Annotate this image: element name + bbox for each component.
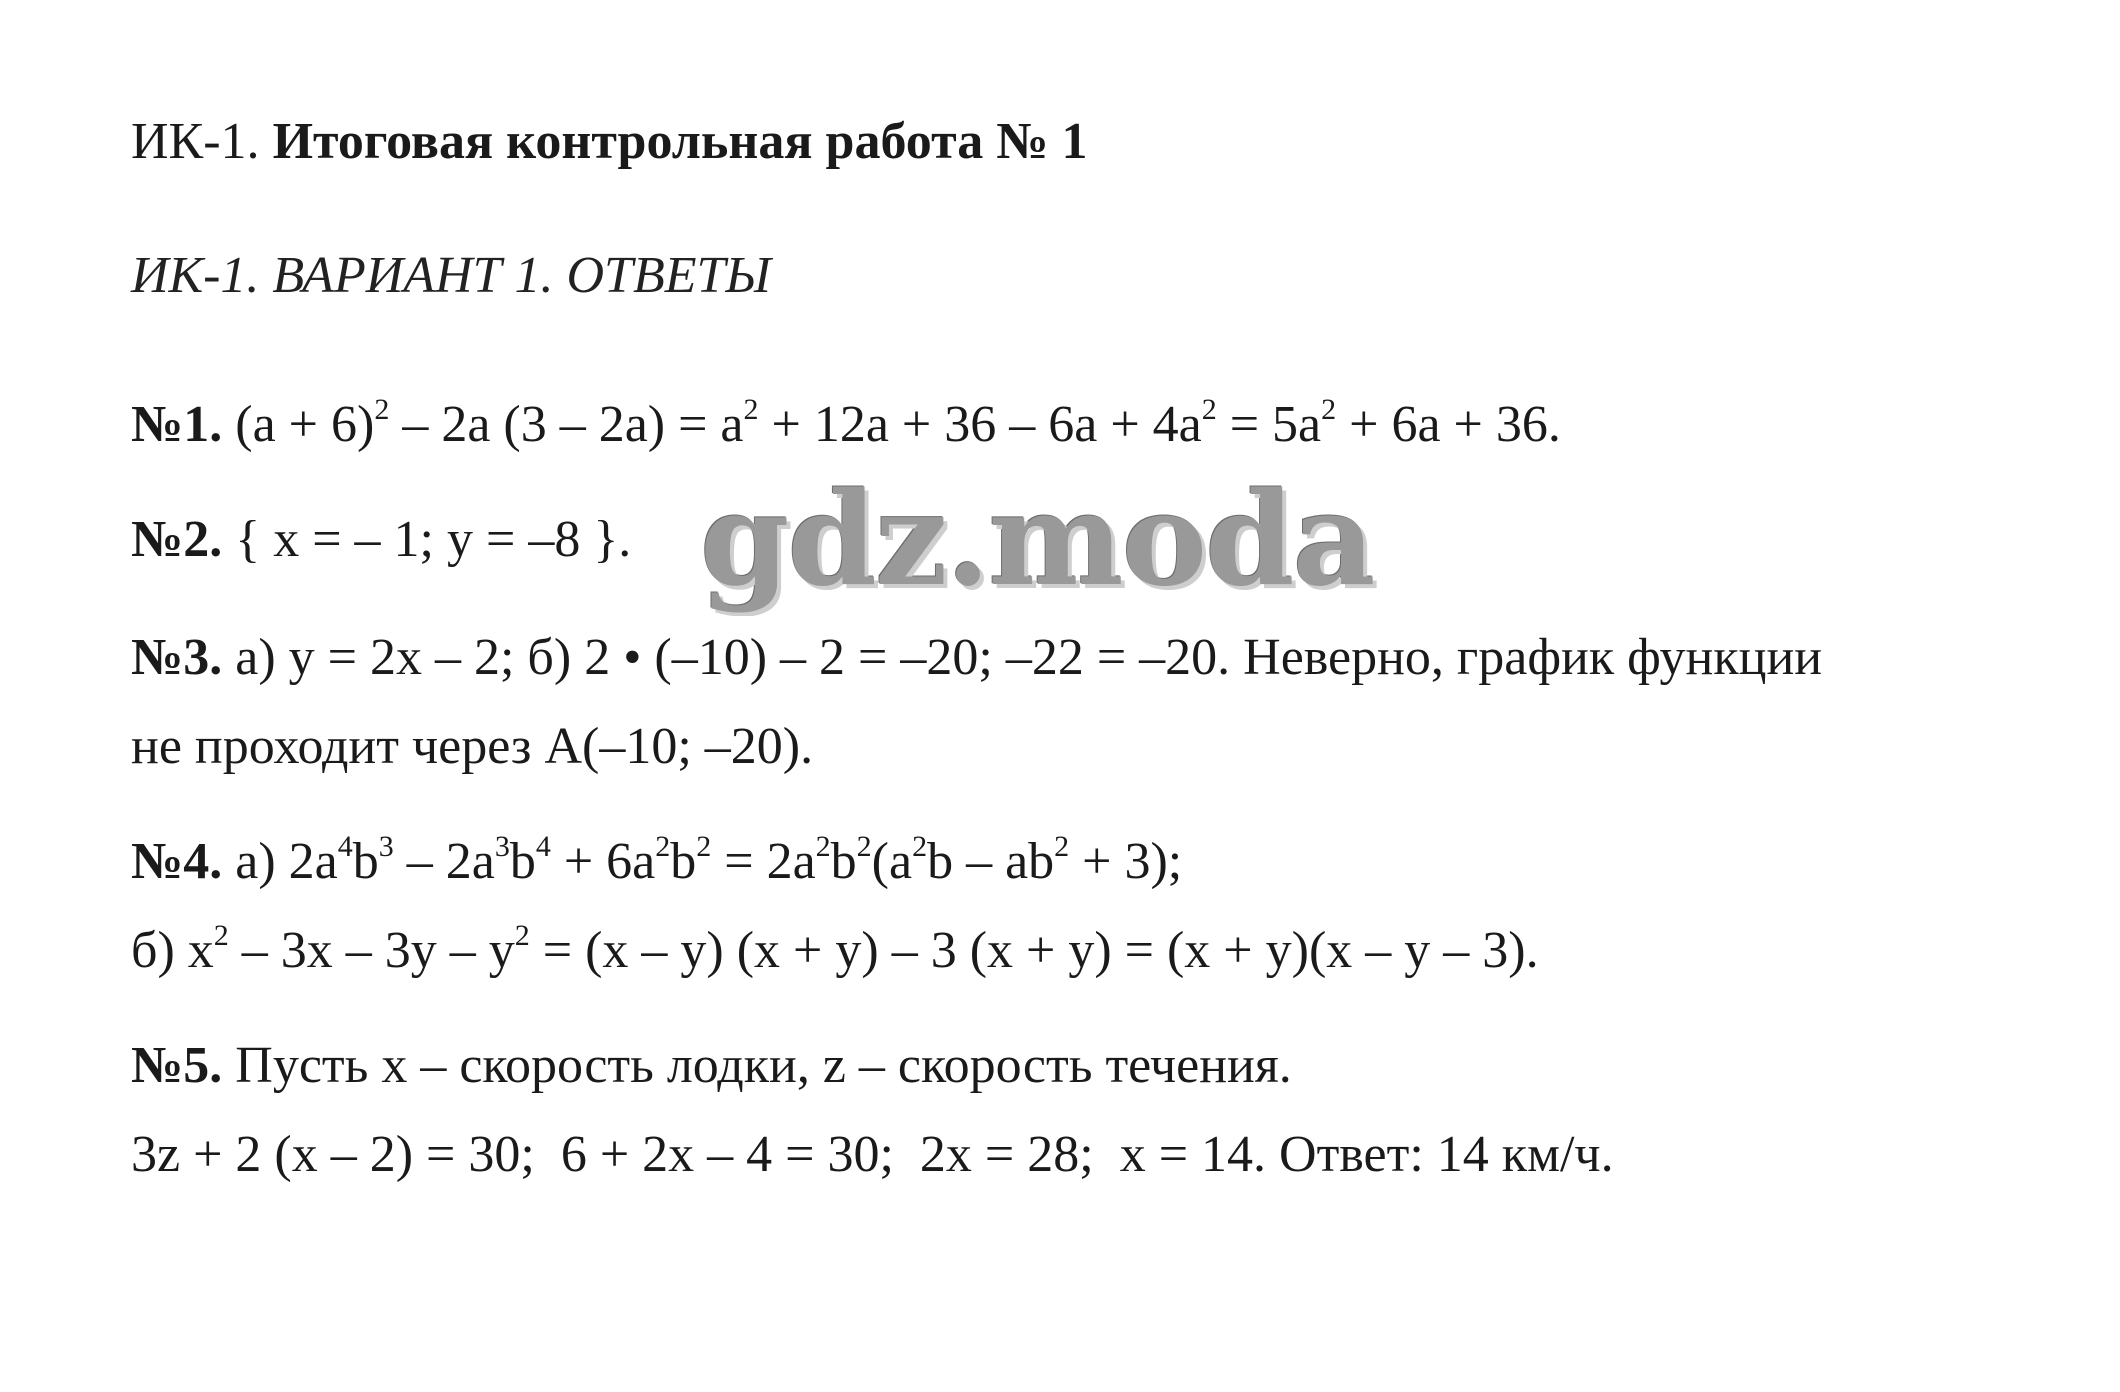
answer-4-text: – 2a	[393, 833, 495, 890]
heading-code: ИК-1.	[131, 113, 260, 170]
answer-5-text: Пусть x – скорость лодки, z – скорость течения.	[222, 1037, 1292, 1094]
answer-4-text: = 2a	[711, 833, 816, 890]
answer-4-text: (a	[871, 833, 913, 890]
answer-5-equation-3: 2x = 28;	[919, 1126, 1094, 1183]
answer-1-exponent: 2	[374, 392, 390, 426]
answer-5-equation-1: 3z + 2 (x – 2) = 30;	[131, 1126, 535, 1183]
answer-4-exponent: 3	[378, 829, 394, 863]
answer-4-exponent: 4	[535, 829, 551, 863]
answer-4-line-a	[131, 829, 1183, 892]
answer-4-text: + 3);	[1069, 833, 1183, 890]
answer-1-exponent: 2	[743, 392, 759, 426]
answer-1-number: №1.	[131, 396, 223, 453]
answer-4-text: а) 2a	[222, 833, 338, 890]
answer-4-exponent: 2	[1054, 829, 1070, 863]
answer-3-line-2: не проходит через A(–10; –20).	[131, 718, 814, 775]
answer-3-line-1	[131, 628, 1822, 688]
answer-4-exponent: 2	[514, 918, 530, 952]
answer-5-line-1	[131, 1036, 1292, 1096]
answer-2-number: №2.	[131, 511, 223, 568]
answer-4-text: б) x	[131, 922, 214, 979]
answer-5-number: №5.	[131, 1037, 223, 1094]
answer-5-equation-4: x = 14. Ответ: 14 км/ч.	[1119, 1126, 1614, 1183]
answer-4-number: №4.	[131, 833, 223, 890]
answer-1-text: + 6a + 36.	[1336, 396, 1561, 453]
answer-1-exponent: 2	[1201, 392, 1217, 426]
answer-1-text: – 2a (3 – 2a) = a	[389, 396, 744, 453]
answer-4-exponent: 4	[337, 829, 353, 863]
answer-5-line-2	[131, 1125, 1614, 1185]
answer-4-exponent: 2	[213, 918, 229, 952]
answer-4-text: – 3x – 3y – y	[228, 922, 515, 979]
answer-2	[131, 510, 631, 570]
answer-1-text: (a + 6)	[222, 396, 375, 453]
answer-2-text: { x = – 1; y = –8 }.	[222, 511, 632, 568]
answer-4-exponent: 2	[655, 829, 671, 863]
answer-1-text: + 12a + 36 – 6a + 4a	[758, 396, 1202, 453]
answer-4-exponent: 2	[856, 829, 872, 863]
answer-4-text: = (x – y) (x + y) – 3 (x + y) = (x + y)(x – y – 3).	[529, 922, 1539, 979]
answer-4-exponent: 2	[815, 829, 831, 863]
watermark-logo: gdz.moda	[700, 465, 1374, 615]
answer-5-equation-2: 6 + 2x – 4 = 30;	[560, 1126, 894, 1183]
answer-4-text: b – ab	[927, 833, 1055, 890]
answer-4-line-b	[131, 918, 1539, 981]
answer-3-number: №3.	[131, 629, 223, 686]
answer-3-text: а) y = 2x – 2; б) 2 • (–10) – 2 = –20; –22 = –20. Неверно, график функции	[222, 629, 1823, 686]
answer-4-exponent: 3	[494, 829, 510, 863]
answer-4-text: + 6a	[550, 833, 656, 890]
answer-4-exponent: 2	[696, 829, 712, 863]
answer-1	[131, 392, 1561, 455]
variant-title: ИК-1. ВАРИАНТ 1. ОТВЕТЫ	[131, 247, 771, 304]
answer-4-exponent: 2	[912, 829, 928, 863]
heading-title: Итоговая контрольная работа № 1	[272, 113, 1088, 170]
answer-4-text: b	[830, 833, 857, 890]
answer-4-text: b	[670, 833, 697, 890]
document-heading	[131, 112, 1088, 172]
answer-1-exponent: 2	[1321, 392, 1337, 426]
answer-4-text: b	[352, 833, 379, 890]
answer-4-text: b	[509, 833, 536, 890]
answer-1-text: = 5a	[1216, 396, 1322, 453]
